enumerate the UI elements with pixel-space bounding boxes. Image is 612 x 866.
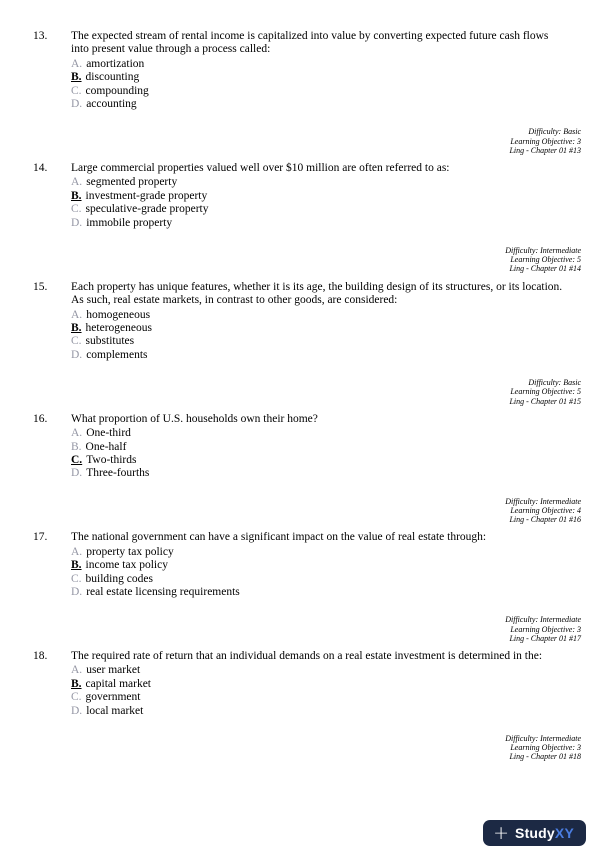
meta-chapter-ref: Ling - Chapter 01 #18	[509, 752, 581, 762]
option-text: complements	[86, 348, 148, 361]
option-letter: B.	[71, 677, 82, 690]
meta-difficulty: Difficulty: Intermediate	[505, 615, 581, 625]
question-row	[0, 162, 612, 175]
option-letter: B.	[71, 71, 82, 84]
question-text: Each property has unique features, whether it is its age, the building design of its structures, or its location. As such, real estate markets, in contrast to other goods, are considered:	[71, 280, 563, 307]
answer-option	[71, 441, 612, 454]
meta-chapter-ref: Ling - Chapter 01 #15	[509, 396, 581, 406]
answer-option	[71, 427, 612, 440]
answer-option	[71, 176, 612, 189]
meta-chapter-ref: Ling - Chapter 01 #13	[509, 145, 581, 155]
option-letter: C.	[71, 453, 83, 466]
question-number: 17.	[33, 531, 48, 544]
question-row	[0, 281, 612, 308]
option-letter: C.	[71, 691, 82, 704]
meta-difficulty: Difficulty: Intermediate	[505, 496, 581, 506]
meta-learning-objective: Learning Objective: 3	[510, 743, 581, 753]
question-meta	[0, 734, 612, 762]
question-number: 16.	[33, 412, 48, 425]
option-letter: A.	[71, 427, 83, 440]
meta-chapter-ref: Ling - Chapter 01 #14	[509, 264, 581, 274]
question-row	[0, 30, 612, 57]
question-text: What proportion of U.S. households own their home?	[71, 412, 318, 425]
option-letter: C.	[71, 203, 82, 216]
question-number: 15.	[33, 280, 48, 293]
answer-option	[71, 705, 612, 718]
meta-difficulty: Difficulty: Intermediate	[505, 246, 581, 256]
question-meta	[0, 615, 612, 643]
options-list	[0, 427, 612, 481]
answer-option	[71, 309, 612, 322]
option-letter: C.	[71, 572, 82, 585]
question-text: Large commercial properties valued well over $10 million are often referred to as:	[71, 162, 450, 175]
options-list	[0, 309, 612, 363]
option-text: investment-grade property	[85, 189, 208, 202]
option-text: homogeneous	[86, 308, 151, 321]
option-letter: A.	[71, 176, 83, 189]
option-letter: C.	[71, 84, 82, 97]
meta-chapter-ref: Ling - Chapter 01 #17	[509, 633, 581, 643]
meta-chapter-ref: Ling - Chapter 01 #16	[509, 515, 581, 525]
answer-option	[71, 349, 612, 362]
option-text: segmented property	[86, 176, 178, 189]
option-letter: A.	[71, 545, 83, 558]
question-block	[0, 30, 612, 155]
answer-option	[71, 190, 612, 203]
option-letter: C.	[71, 335, 82, 348]
meta-learning-objective: Learning Objective: 3	[510, 136, 581, 146]
option-text: discounting	[85, 71, 140, 84]
option-text: local market	[86, 704, 144, 717]
option-letter: D.	[71, 98, 83, 111]
question-number: 13.	[33, 30, 48, 42]
options-list	[0, 664, 612, 718]
question-text: The required rate of return that an individual demands on a real estate investment is determined in the:	[71, 650, 543, 663]
option-letter: D.	[71, 467, 83, 480]
option-text: One-half	[85, 440, 127, 453]
studyxy-logo	[483, 820, 586, 846]
option-letter: B.	[71, 440, 82, 453]
meta-learning-objective: Learning Objective: 3	[510, 624, 581, 634]
question-text: The national government can have a significant impact on the value of real estate through:	[71, 531, 487, 544]
answer-option	[71, 664, 612, 677]
option-text: income tax policy	[85, 559, 168, 572]
meta-difficulty: Difficulty: Basic	[528, 127, 581, 137]
option-text: Three-fourths	[86, 467, 150, 480]
question-block	[0, 281, 612, 406]
answer-option	[71, 454, 612, 467]
question-block	[0, 413, 612, 525]
question-number: 18.	[33, 650, 48, 663]
meta-learning-objective: Learning Objective: 5	[510, 387, 581, 397]
question-meta	[0, 378, 612, 406]
question-row	[0, 531, 612, 544]
options-list	[0, 546, 612, 600]
question-block	[0, 650, 612, 762]
question-number: 14.	[33, 162, 48, 175]
answer-option	[71, 203, 612, 216]
option-letter: A.	[71, 664, 83, 677]
answer-option	[71, 217, 612, 230]
answer-option	[71, 467, 612, 480]
question-block	[0, 162, 612, 274]
question-meta	[0, 246, 612, 274]
option-letter: D.	[71, 348, 83, 361]
answer-option	[71, 85, 612, 98]
question-text: The expected stream of rental income is capitalized into value by converting expected future cash flows into present value through a process called:	[71, 30, 549, 56]
answer-option	[71, 58, 612, 71]
answer-option	[71, 322, 612, 335]
question-meta	[0, 127, 612, 155]
option-letter: B.	[71, 559, 82, 572]
meta-learning-objective: Learning Objective: 5	[510, 255, 581, 265]
option-letter: B.	[71, 189, 82, 202]
option-text: heterogeneous	[85, 321, 152, 334]
meta-difficulty: Difficulty: Intermediate	[505, 734, 581, 744]
meta-difficulty: Difficulty: Basic	[528, 378, 581, 388]
option-letter: A.	[71, 57, 83, 70]
option-letter: B.	[71, 321, 82, 334]
option-text: accounting	[86, 98, 137, 111]
question-row	[0, 650, 612, 663]
answer-option	[71, 691, 612, 704]
option-letter: D.	[71, 704, 83, 717]
option-letter: D.	[71, 586, 83, 598]
option-text: amortization	[86, 57, 145, 70]
meta-learning-objective: Learning Objective: 4	[510, 505, 581, 515]
logo-brand-text: Study	[515, 825, 555, 841]
option-letter: D.	[71, 216, 83, 229]
option-text: building codes	[85, 572, 153, 585]
question-row	[0, 413, 612, 426]
question-block	[0, 531, 612, 643]
option-text: immobile property	[86, 216, 173, 229]
answer-option	[71, 573, 612, 586]
option-text: real estate licensing requirements	[86, 586, 240, 598]
option-text: One-third	[86, 427, 131, 440]
option-letter: A.	[71, 308, 83, 321]
answer-option	[71, 335, 612, 348]
option-text: government	[85, 691, 141, 704]
question-meta	[0, 497, 612, 525]
option-text: speculative-grade property	[85, 203, 209, 216]
option-text: substitutes	[85, 335, 135, 348]
options-list	[0, 58, 612, 112]
logo-brand-accent-text: XY	[554, 825, 574, 841]
answer-option	[71, 546, 612, 559]
option-text: Two-thirds	[86, 453, 137, 466]
options-list	[0, 176, 612, 230]
option-text: capital market	[85, 677, 151, 690]
answer-option	[71, 586, 612, 599]
option-text: property tax policy	[86, 545, 174, 558]
plus-icon: +	[493, 821, 510, 844]
option-text: user market	[86, 664, 141, 677]
answer-option	[71, 678, 612, 691]
answer-option	[71, 559, 612, 572]
option-text: compounding	[85, 84, 149, 97]
answer-option	[71, 71, 612, 84]
answer-option	[71, 98, 612, 111]
